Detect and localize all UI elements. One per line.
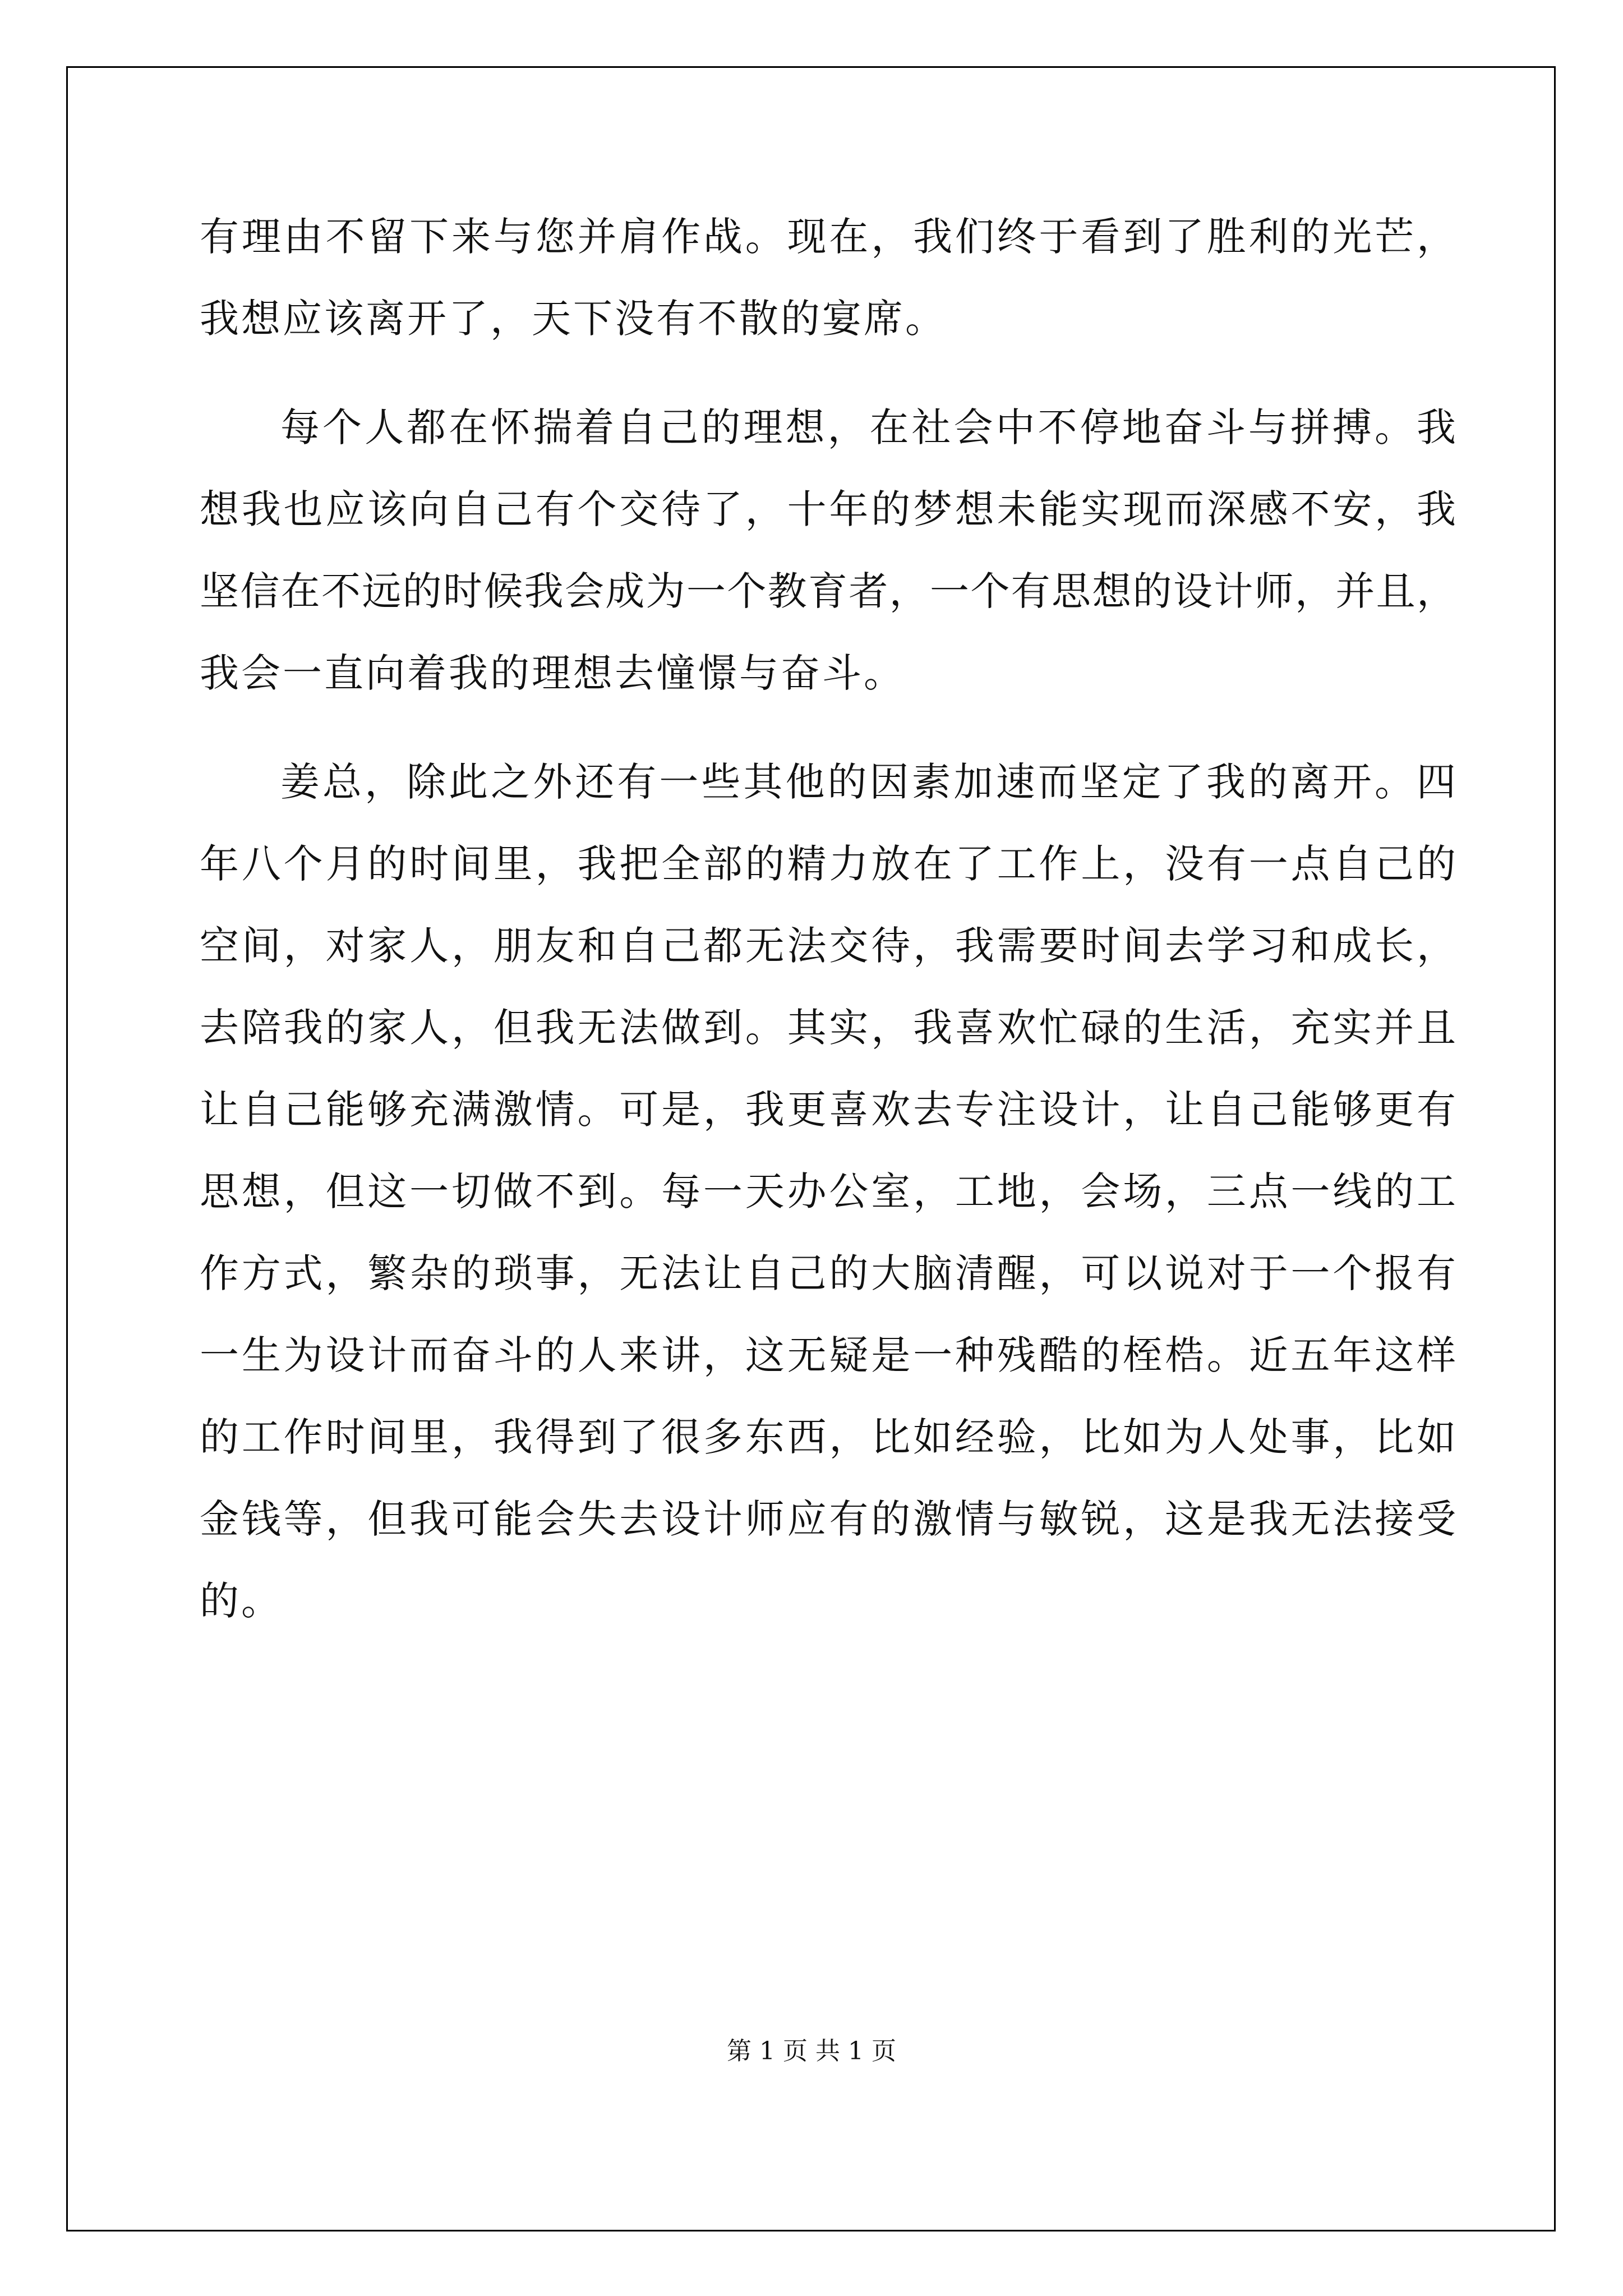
text-line: 的工作时间里，我得到了很多东西，比如经验，比如为人处事，比如 [200,1414,1456,1460]
text-line: 一生为设计而奋斗的人来讲，这无疑是一种残酷的桎梏。近五年这样 [200,1332,1456,1378]
text-line: 去陪我的家人，但我无法做到。其实，我喜欢忙碌的生活，充实并且 [200,1005,1456,1051]
text-line: 年八个月的时间里，我把全部的精力放在了工作上，没有一点自己的 [200,841,1456,887]
text-line: 有理由不留下来与您并肩作战。现在，我们终于看到了胜利的光芒， [200,214,1456,260]
paragraph-start-line: 姜总，除此之外还有一些其他的因素加速而坚定了我的离开。四 [280,759,1456,805]
text-line: 金钱等，但我可能会失去设计师应有的激情与敏锐，这是我无法接受 [200,1496,1456,1542]
text-line: 想我也应该向自己有个交待了，十年的梦想未能实现而深感不安，我 [200,486,1456,532]
page-number-footer: 第 1 页 共 1 页 [727,2037,896,2065]
text-line: 的。 [200,1578,283,1624]
page-border [66,66,1556,2231]
text-line: 坚信在不远的时候我会成为一个教育者，一个有思想的设计师，并且， [200,568,1456,614]
text-line: 我想应该离开了，天下没有不散的宴席。 [200,296,947,342]
text-line: 我会一直向着我的理想去憧憬与奋斗。 [200,650,905,696]
text-line: 让自己能够充满激情。可是，我更喜欢去专注设计，让自己能够更有 [200,1087,1456,1133]
text-line: 思想，但这一切做不到。每一天办公室，工地，会场，三点一线的工 [200,1168,1456,1214]
paragraph-start-line: 每个人都在怀揣着自己的理想，在社会中不停地奋斗与拼搏。我 [280,404,1456,450]
text-line: 作方式，繁杂的琐事，无法让自己的大脑清醒，可以说对于一个报有 [200,1250,1456,1296]
text-line: 空间，对家人，朋友和自己都无法交待，我需要时间去学习和成长， [200,923,1456,969]
